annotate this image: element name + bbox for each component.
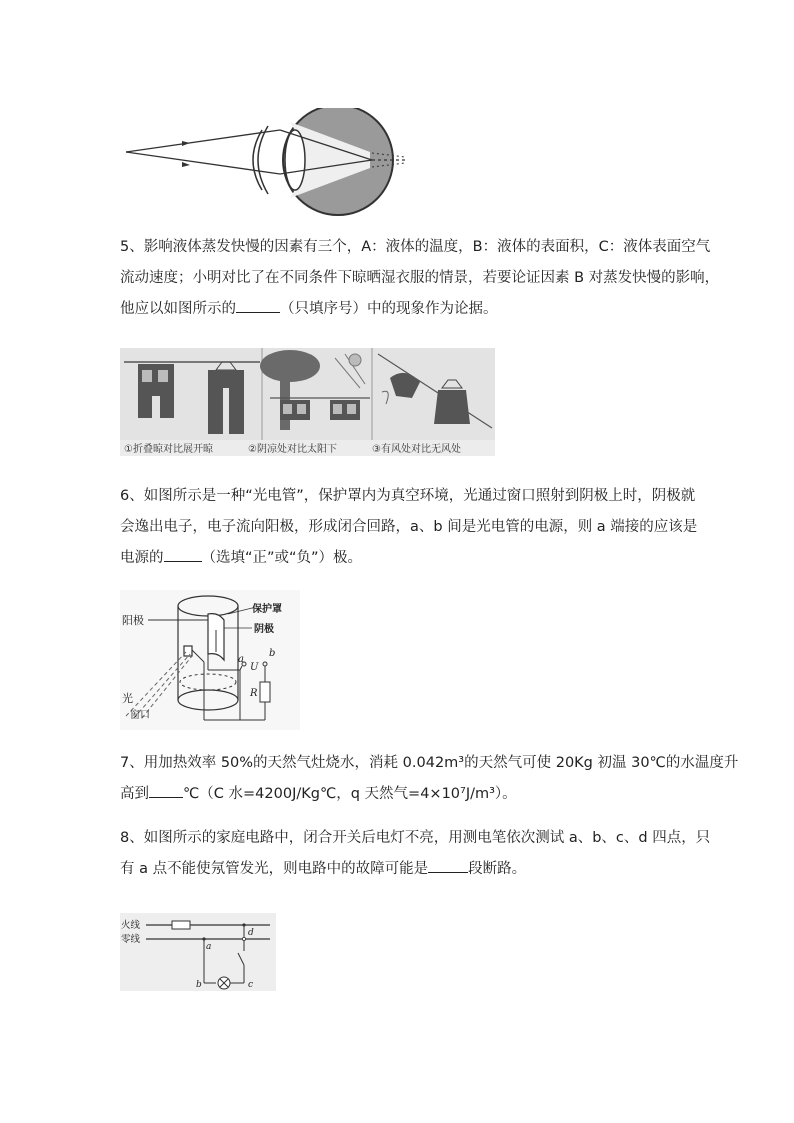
- label-cover: 保护罩: [252, 604, 282, 615]
- question-6: [120, 481, 698, 574]
- question-7-text-after: ℃（C 水=4200J/Kg℃，q 天然气=4×10⁷J/m³）。: [183, 786, 517, 802]
- point-label-a: a: [206, 942, 212, 952]
- question-6-text-before: 电源的: [120, 550, 164, 566]
- question-8-text-after: 段断路。: [468, 861, 527, 877]
- answer-blank-6[interactable]: [164, 547, 202, 563]
- question-7-line-1: 7、用加热效率 50%的天然气灶烧水，消耗 0.042m³的天然气可使 20Kg 初温 30℃的水温度升: [120, 755, 739, 771]
- question-5-line-1: 5、影响液体蒸发快慢的因素有三个，A：液体的温度，B：液体的表面积，C：液体表面空气: [120, 239, 711, 255]
- label-u: U: [250, 662, 259, 673]
- question-6-line-2: 会逸出电子，电子流向阳极，形成闭合回路，a、b 间是光电管的电源，则 a 端接的应该是: [120, 519, 698, 535]
- eye-lens-figure: [120, 108, 410, 220]
- point-label-c: c: [248, 980, 254, 990]
- label-a: a: [238, 654, 244, 665]
- label-r: R: [250, 688, 258, 699]
- question-5-text-before: 他应以如图所示的: [120, 301, 236, 317]
- question-7-text-before: 高到: [120, 786, 149, 802]
- label-light: 光: [122, 692, 133, 705]
- question-5-line-3: [120, 294, 690, 325]
- question-8-text-before: 有 a 点不能使氖管发光，则电路中的故障可能是: [120, 861, 429, 877]
- question-5: [120, 232, 720, 325]
- label-b: b: [269, 648, 276, 659]
- question-5-line-2: 流动速度；小明对比了在不同条件下晾晒湿衣服的情景，若要论证因素 B 对蒸发快慢的影响，: [120, 270, 720, 286]
- question-6-line-1: 6、如图所示是一种“光电管”，保护罩内为真空环境，光通过窗口照射到阴极上时，阴极就: [120, 488, 696, 504]
- clothes-caption-1: ①折叠晾对比展开晾: [124, 444, 213, 455]
- question-8: [120, 823, 711, 885]
- point-label-b: b: [196, 980, 202, 990]
- label-live-wire: 火线: [121, 920, 141, 931]
- label-window: 窗口: [130, 710, 150, 721]
- question-6-text-after: （选填“正”或“负”）极。: [201, 550, 363, 566]
- label-anode: 阳极: [122, 614, 144, 627]
- phototube-figure: [120, 590, 300, 730]
- clothes-drying-figure: [120, 348, 495, 456]
- question-7-line-2: [120, 779, 690, 810]
- question-8-line-2: [120, 854, 690, 885]
- question-5-text-after: （只填序号）中的现象作为论据。: [280, 301, 498, 317]
- label-cathode: 阴极: [254, 624, 274, 635]
- clothes-caption-3: ③有风处对比无风处: [372, 444, 461, 455]
- answer-blank-5[interactable]: [236, 298, 280, 314]
- household-circuit-figure: [120, 913, 276, 991]
- point-label-d: d: [248, 928, 254, 938]
- label-neutral-wire: 零线: [121, 934, 141, 945]
- answer-blank-7[interactable]: [149, 783, 183, 799]
- question-8-line-1: 8、如图所示的家庭电路中，闭合开关后电灯不亮，用测电笔依次测试 a、b、c、d 四点，只: [120, 830, 711, 846]
- answer-blank-8[interactable]: [428, 858, 468, 874]
- question-6-line-3: [120, 543, 690, 574]
- clothes-caption-2: ②阴凉处对比太阳下: [248, 444, 337, 455]
- question-7: [120, 748, 739, 810]
